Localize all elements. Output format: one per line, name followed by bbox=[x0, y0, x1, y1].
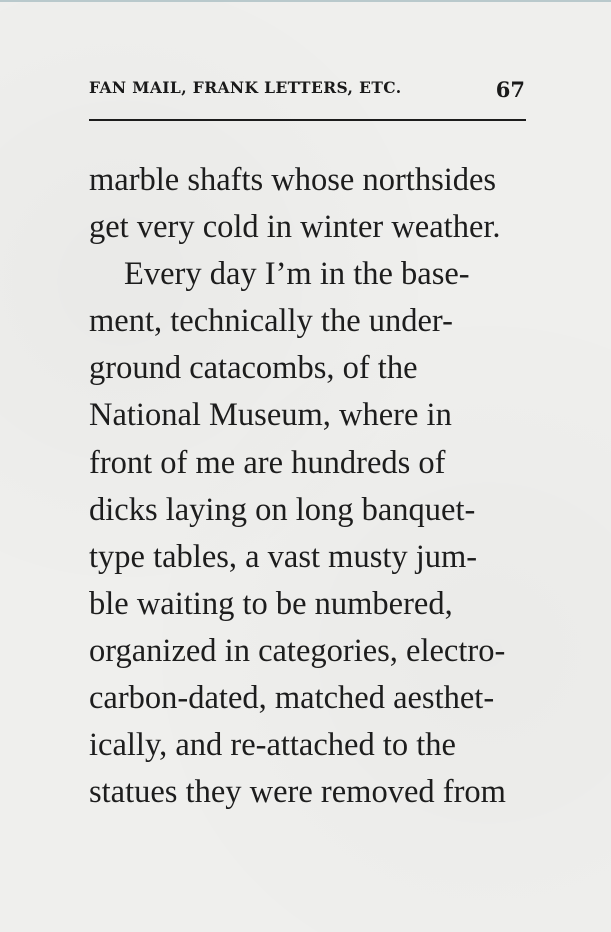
text-line: marble shafts whose northsides bbox=[89, 162, 497, 198]
text-line: get very cold in winter weather. bbox=[89, 209, 501, 246]
text-line: front of me are hundreds of bbox=[89, 444, 446, 481]
text-line: National Museum, where in bbox=[89, 397, 452, 434]
running-head-title: FAN MAIL, FRANK LETTERS, ETC. bbox=[89, 78, 402, 97]
text-line: statues they were removed from bbox=[89, 774, 506, 811]
text-line: ble waiting to be numbered, bbox=[89, 585, 453, 622]
text-line: type tables, a vast musty jum- bbox=[89, 538, 478, 575]
text-line: ically, and re-attached to the bbox=[89, 727, 456, 764]
header-rule bbox=[89, 119, 526, 121]
text-line: organized in categories, electro- bbox=[89, 632, 506, 669]
page-number: 67 bbox=[495, 77, 525, 102]
paragraph-start-line: Every day I’m in the base- bbox=[124, 256, 470, 293]
body-text bbox=[89, 157, 549, 816]
text-line: ground catacombs, of the bbox=[89, 350, 418, 387]
running-head bbox=[89, 75, 526, 107]
text-line: dicks laying on long banquet- bbox=[89, 491, 476, 528]
text-line: carbon-dated, matched aesthet- bbox=[89, 680, 495, 717]
text-line: ment, technically the under- bbox=[89, 303, 453, 340]
